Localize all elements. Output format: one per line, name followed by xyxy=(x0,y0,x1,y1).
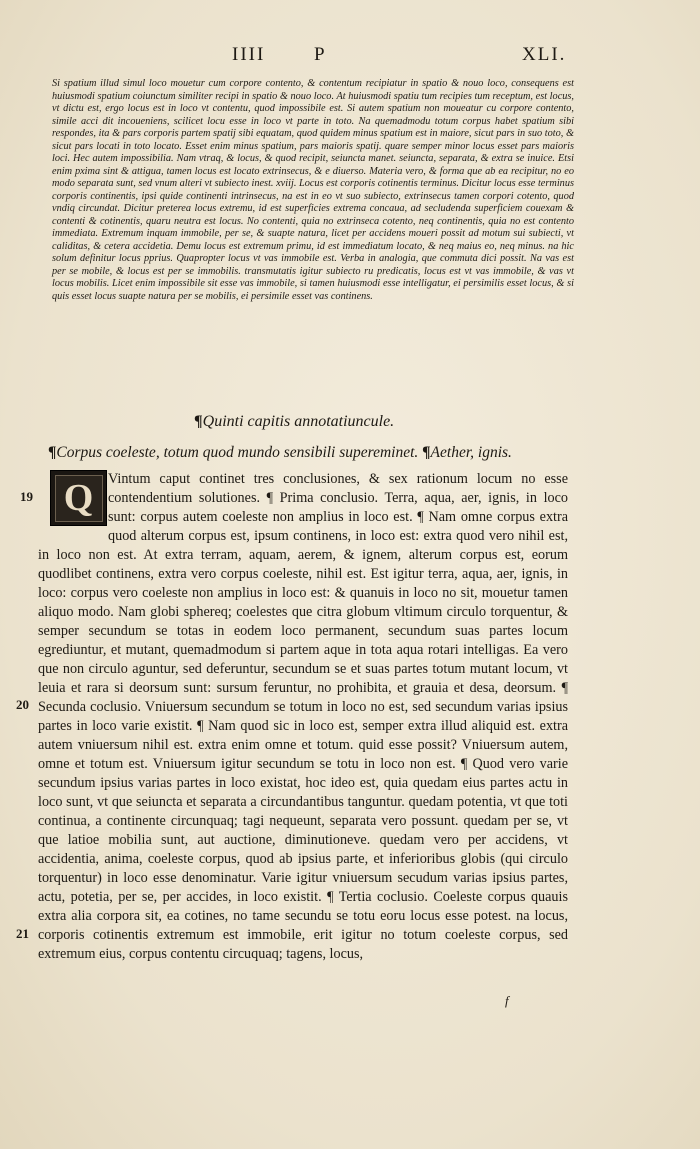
commentary-paragraph: Si spatium illud simul loco mouetur cum corpore contento, & contentum recipiatur in spatio & nouo loco, consequens est huiusmodi spatium coiunctum similiter recipi in spatio & nouo loco. At huiusmodi spatiu tum recipies tum receptum, est locus, vt dictu est, ergo locus est in loco vt contentu, quod impossibile est. Si autem spatium non moueatur cu corpore contento, simile acci dit incoueniens, scilicet locu esse in loco vt parte in toto. Na quemadmodu totum corpus habet spatium sibi respondes, ita & pars corporis partem spatij sibi equatam, quod quidem minus spatium est in maiore, sicut pars in suo toto, & sicut pars locati in toto locato. Esset enim minus spatium, pars maioris spatij. quare semper minor locus esset pars maioris loci. Hec autem impossibilia. Nam vtraq, & locus, & quod recipit, seiuncta manet. seiuncta, separata, & extra se inuice. Etsi enim pxima sint & attigua, tamen locus est locato extrinsecus, & e diuerso. Materia vero, & forma que ab ea recipitur, no eo modo separata sunt, sed vnum alteri vt subiecto inest. xviij. Locus est corporis cotinentis terminus. Dicitur locus esse terminus corporis continentis, ipsi quide continenti intrinsecus, na est in eo vt suo subiecto, extrinsecus tamen corpori cotento, quod vndiq circundat. Dicitur preterea locus extremu, id est superficies extrema concaua, ad secludenda superficiem couexam & contenti & cotinentis, quaru neutra est locus. No contenti, quia no extrinseca cotento, neq continentis, quia no est contento immediata. Extremum inquam immobile, per se, & suapte natura, licet per accidens moueri possit ad motum sui subiecti, vt caliditas, & cetera accidetia. Demu locus est extremum primu, id est immediatum locato, & neq maius eo, neq minus. na hic solum definitur locus pprius. Quapropter locus vt vas immobile est. Verba in analogia, que commuta dici possit. Na vas est per se mobile, & locus est per se immobilis. transmutatis igitur subiecto ru predicatis, locus est vt vas immobile, & vas vt locus mobilis. Licet enim impossibile sit esse vas immobile, si tamen huiusmodi esse intelligatur, ei persimilis esset locus, & si quis esset locus suapte natura per se mobilis, ei persimile esset vas continens. xyxy=(52,78,574,302)
gloss-term-2: Aether, ignis. xyxy=(430,444,512,461)
margin-number: 20 xyxy=(16,697,29,712)
header-left: IIII xyxy=(232,44,266,65)
header-middle: P xyxy=(314,44,327,65)
running-header xyxy=(0,44,700,74)
section-subheading xyxy=(194,412,494,432)
pilcrow-icon: ¶ xyxy=(48,444,57,461)
pilcrow-icon: ¶ xyxy=(422,444,431,461)
gloss-line xyxy=(48,443,578,463)
subheading-text: Quinti capitis annotatiuncule. xyxy=(202,413,395,430)
main-paragraph: Vintum caput continet tres conclusiones, & sex rationum locum no esse contendentium solutiones. ¶ Prima conclusio. Terra, aqua, aer, ignis, in loco sunt: corpus autem coeleste non amplius in loco est. ¶ Nam omne corpus extra quod alterum corpus est, ipsum continens, in loco est: extra quod vero nihil est, in loco non est. At extra terram, aquam, aerem, & ignem, alterum corpus est, eorum quodlibet continens, extra vero corpus coeleste, nihil est. Est igitur terra, aqua, aer, ignis, in loco: corpus vero coeleste non amplius in loco est: & quanuis in loco no sit, mouetur tamen aliquo modo. Nam globi sphereq; coelestes que citra globum vltimum circulo torquentur, & semper secundum se totas in eodem loco permanent, secundum suas partes locum egrediuntur, et mutant, quemadmodum si partem aque in tota aqua rotari intelligas. Ea vero que non circulo aguntur, sed deferuntur, secundum se et suas partes totum mutant locum, vt leuia et rara si deorsum sunt: sursum feruntur, no prohibita, et grauia et desa, deorsum. ¶ Secunda coclusio. Vniuersum secundum se totum in loco no est, sed secundum varias ipsius partes in loco varie existit. ¶ Nam quod sic in loco est, semper extra illud aliquid est. extra autem vniuersum nihil est. extra enim omne et totum. quid esse possit? Vniuersum autem, omne et totum est. Vniuersum igitur secundum se totu in loco non est. ¶ Quod vero varie secundum ipsius varias partes in loco existat, hoc ideo est, quia quedam eius partes actu in loco sunt, vt que seiuncta et separata a circundantibus tanguntur. quedam potentia, vt que toti continua, a continente circunquaq; tagi nequeunt, separata vero possunt. quedam per se, vt que latioe mobilia sunt, aut auctione, diminutioneve. quedam vero per accidens, vt accidentia, anima, coeleste corpus, quod ab ipsius parte, et inferioribus globis (qui circulo torquentur) in loco esse denominatur. Varie igitur vniuersum secudum varias ipsius partes, actu, potetia, per se, per accides, in loco existit. ¶ Tertia coclusio. Coeleste corpus quauis extra alia corpora sit, ea cotines, no tame secundu se totu eoru locus esse potest. na locus, corporis cotinentis extremum est immobile, erit igitur no totum coeleste corpus, sed extremum eius, corpus contentu circuquaq; tagens, locus, xyxy=(38,471,568,962)
pilcrow-icon: ¶ xyxy=(194,413,203,430)
decorated-initial xyxy=(50,470,107,526)
main-text-block xyxy=(38,470,568,964)
margin-number: 21 xyxy=(16,926,29,941)
signature-mark: f xyxy=(505,993,509,1008)
gloss-term-1: Corpus coeleste, totum quod mundo sensibili supereminet. xyxy=(56,444,419,461)
initial-letter: Q xyxy=(55,475,103,522)
margin-number: 19 xyxy=(20,489,33,504)
folio-number: XLI. xyxy=(522,44,567,65)
commentary-block xyxy=(52,78,574,303)
